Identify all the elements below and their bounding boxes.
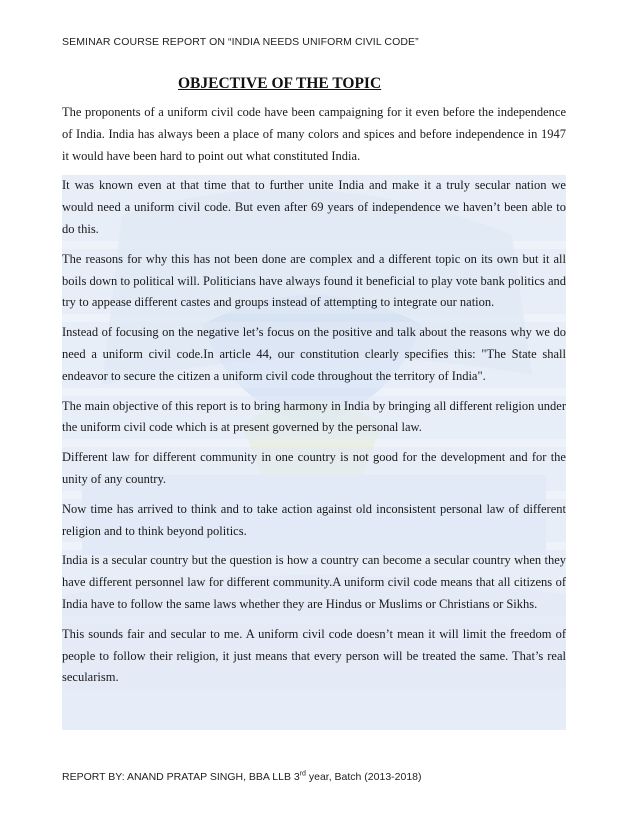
paragraph: It was known even at that time that to further unite India and make it a truly secular nation we would need a uniform civil code. But even after 69 years of independence we haven’t been able to do this. xyxy=(62,175,566,240)
paragraph: The reasons for why this has not been done are complex and a different topic on its own but it all boils down to political will. Politicians have always found it beneficial to play vote bank politics and try to appease different castes and groups instead of attempting to integrate our nation. xyxy=(62,249,566,314)
page-footer xyxy=(62,771,422,783)
footer-prefix: REPORT BY: ANAND PRATAP SINGH, BBA LLB 3 xyxy=(62,771,300,783)
footer-sup: rd xyxy=(299,770,306,778)
body-content xyxy=(62,102,566,697)
page-header: SEMINAR COURSE REPORT ON “INDIA NEEDS UNIFORM CIVIL CODE” xyxy=(62,36,419,48)
paragraph: This sounds fair and secular to me. A uniform civil code doesn’t mean it will limit the freedom of people to follow their religion, it just means that every person will be treated the same. That’s real secularism. xyxy=(62,624,566,689)
paragraph: Different law for different community in one country is not good for the development and for the unity of any country. xyxy=(62,447,566,491)
paragraph: The main objective of this report is to bring harmony in India by bringing all different religion under the uniform civil code which is at present governed by the personal law. xyxy=(62,396,566,440)
paragraph: Now time has arrived to think and to take action against old inconsistent personal law of different religion and to think beyond politics. xyxy=(62,499,566,543)
footer-suffix: year, Batch (2013-2018) xyxy=(305,771,422,783)
section-title: OBJECTIVE OF THE TOPIC xyxy=(178,75,382,92)
paragraph: India is a secular country but the question is how a country can become a secular country when they have different personnel law for different community.A uniform civil code means that all citizens of India have to follow the same laws whether they are Hindus or Muslims or Christians or Sikhs. xyxy=(62,550,566,615)
paragraph: Instead of focusing on the negative let’s focus on the positive and talk about the reasons why we do need a uniform civil code.In article 44, our constitution clearly specifies this: "The State shall endeavor to secure the citizen a uniform civil code throughout the territory of India". xyxy=(62,322,566,387)
paragraph: The proponents of a uniform civil code have been campaigning for it even before the independence of India. India has always been a place of many colors and spices and before independence in 1947 it would have been hard to point out what constituted India. xyxy=(62,105,566,163)
